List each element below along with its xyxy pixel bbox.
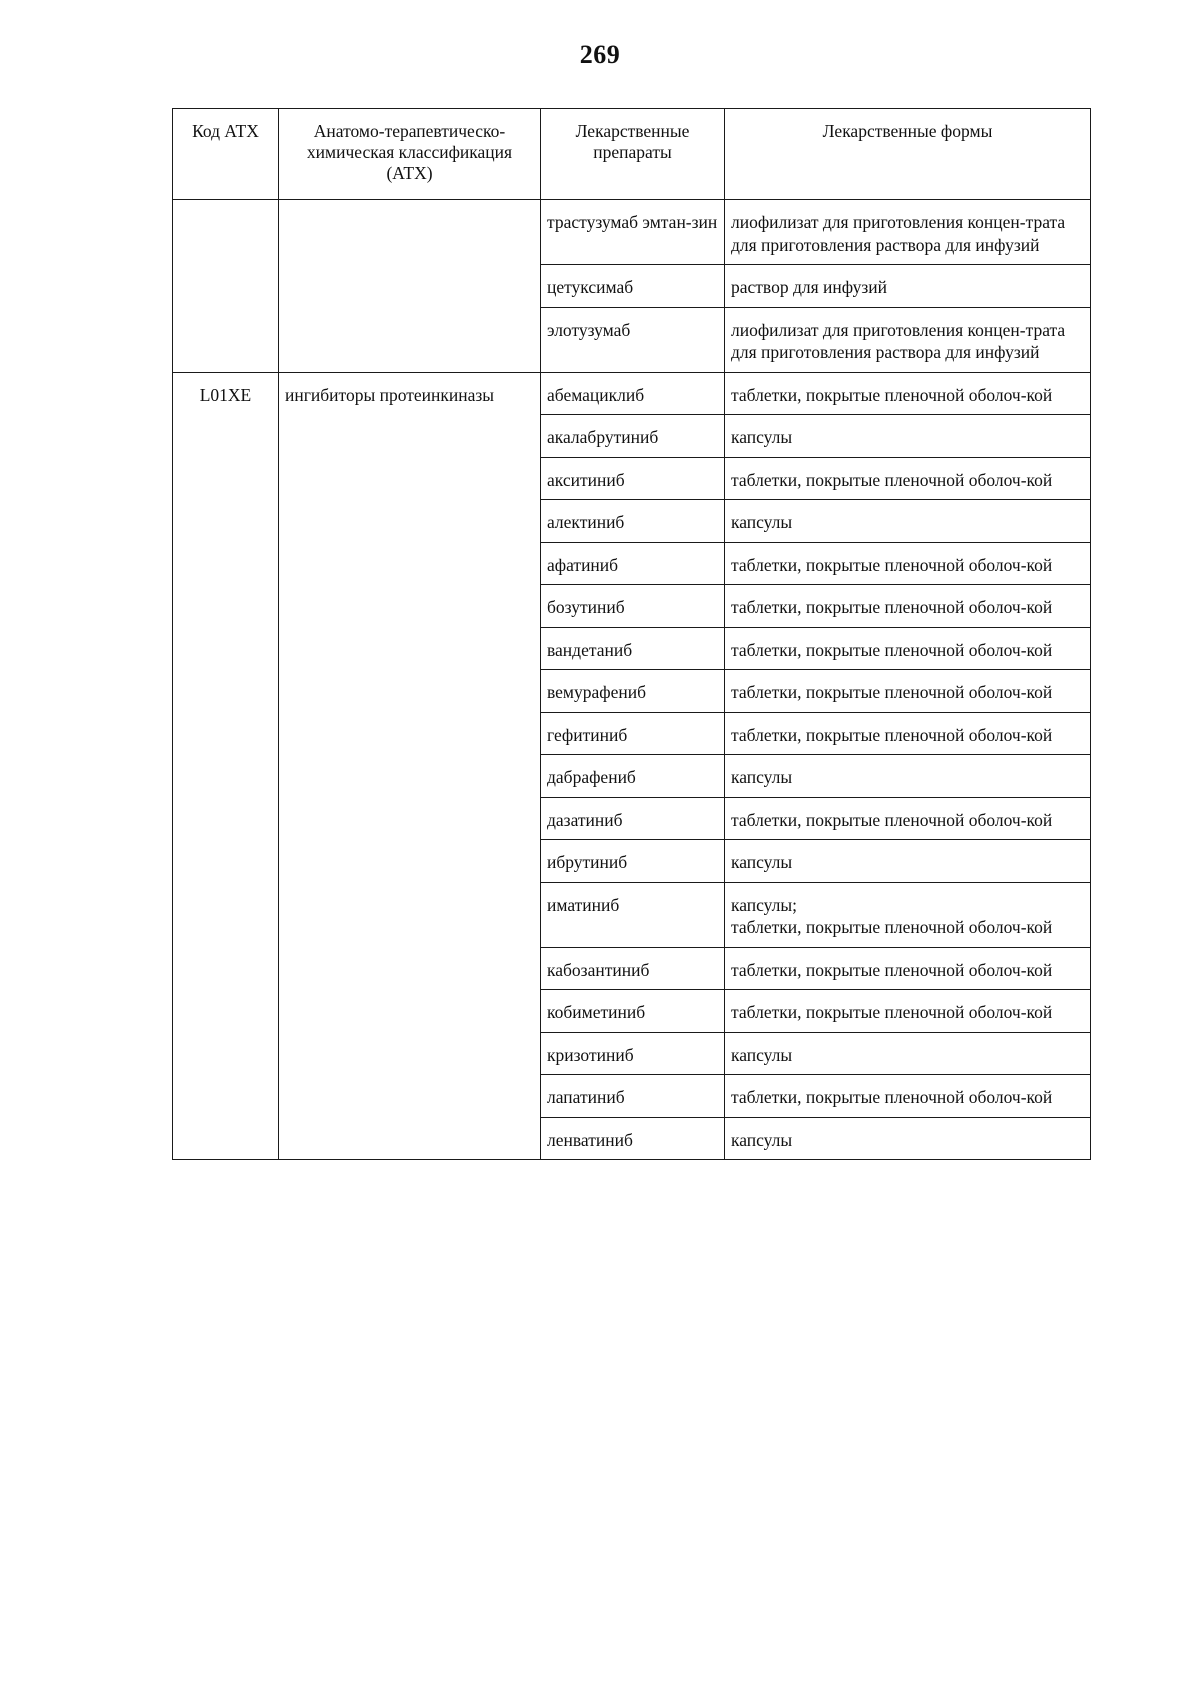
header-classification: Анатомо-терапевтическо-химическая классификация (АТХ) xyxy=(279,109,541,200)
drug-cell: гефитиниб xyxy=(541,712,725,755)
form-cell: капсулы xyxy=(725,1032,1091,1075)
form-cell: капсулы xyxy=(725,415,1091,458)
form-cell: лиофилизат для приготовления концен-трата для приготовления раствора для инфузий xyxy=(725,200,1091,265)
form-cell: капсулы xyxy=(725,500,1091,543)
drug-cell: акалабрутиниб xyxy=(541,415,725,458)
form-cell: таблетки, покрытые пленочной оболоч-кой xyxy=(725,990,1091,1033)
form-cell: таблетки, покрытые пленочной оболоч-кой xyxy=(725,585,1091,628)
drug-cell: цетуксимаб xyxy=(541,265,725,308)
atx-table xyxy=(172,108,1091,1160)
drug-cell: акситиниб xyxy=(541,457,725,500)
form-cell: лиофилизат для приготовления концен-трата для приготовления раствора для инфузий xyxy=(725,307,1091,372)
form-cell: капсулы xyxy=(725,840,1091,883)
drug-cell: иматиниб xyxy=(541,882,725,947)
form-cell: таблетки, покрытые пленочной оболоч-кой xyxy=(725,457,1091,500)
form-line: капсулы; xyxy=(731,894,798,915)
drug-cell: дабрафениб xyxy=(541,755,725,798)
drug-cell: ибрутиниб xyxy=(541,840,725,883)
form-cell: таблетки, покрытые пленочной оболоч-кой xyxy=(725,947,1091,990)
form-cell: таблетки, покрытые пленочной оболоч-кой xyxy=(725,797,1091,840)
drug-cell: дазатиниб xyxy=(541,797,725,840)
table-row xyxy=(173,200,1091,265)
header-forms: Лекарственные формы xyxy=(725,109,1091,200)
drug-cell: кобиметиниб xyxy=(541,990,725,1033)
form-line: таблетки, покрытые пленочной оболоч-кой xyxy=(731,917,1053,937)
form-cell: таблетки, покрытые пленочной оболоч-кой xyxy=(725,712,1091,755)
header-code: Код АТХ xyxy=(173,109,279,200)
page-number: 269 xyxy=(579,40,621,69)
form-cell: таблетки, покрытые пленочной оболоч-кой xyxy=(725,670,1091,713)
drug-cell: элотузумаб xyxy=(541,307,725,372)
drug-cell: кабозантиниб xyxy=(541,947,725,990)
form-cell: капсулы xyxy=(725,1117,1091,1160)
drug-cell: алектиниб xyxy=(541,500,725,543)
header-drugs: Лекарственные препараты xyxy=(541,109,725,200)
drug-cell: кризотиниб xyxy=(541,1032,725,1075)
drug-cell: трастузумаб эмтан-зин xyxy=(541,200,725,265)
form-cell: таблетки, покрытые пленочной оболоч-кой xyxy=(725,627,1091,670)
code-cell xyxy=(173,200,279,373)
drug-cell: бозутиниб xyxy=(541,585,725,628)
classification-cell xyxy=(279,200,541,373)
table-header-row xyxy=(173,109,1091,200)
form-cell xyxy=(725,882,1091,947)
form-cell: таблетки, покрытые пленочной оболоч-кой xyxy=(725,1075,1091,1118)
drug-cell: ленватиниб xyxy=(541,1117,725,1160)
table-body xyxy=(173,200,1091,1160)
form-cell: таблетки, покрытые пленочной оболоч-кой xyxy=(725,372,1091,415)
form-cell: капсулы xyxy=(725,755,1091,798)
drug-cell: афатиниб xyxy=(541,542,725,585)
code-cell: L01XE xyxy=(173,372,279,1160)
form-cell: раствор для инфузий xyxy=(725,265,1091,308)
classification-cell: ингибиторы протеинкиназы xyxy=(279,372,541,1160)
table-row xyxy=(173,372,1091,415)
drug-cell: абемациклиб xyxy=(541,372,725,415)
drug-cell: лапатиниб xyxy=(541,1075,725,1118)
form-cell: таблетки, покрытые пленочной оболоч-кой xyxy=(725,542,1091,585)
drug-cell: вандетаниб xyxy=(541,627,725,670)
drug-cell: вемурафениб xyxy=(541,670,725,713)
